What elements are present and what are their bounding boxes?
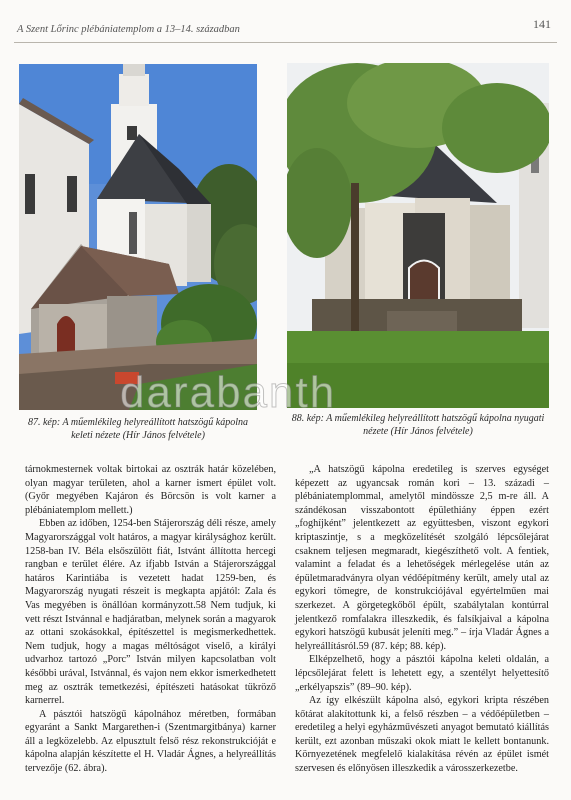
photo-east-view [19,64,257,410]
figure-caption: 87. kép: A műemlékileg helyreállított hatszögű kápolna keleti nézete (Hír János felvétele) [27,417,249,441]
watermark-text: darabanth [120,368,337,417]
paragraph: „A hatszögű kápolna eredetileg is szerves egységet képezett az ugyancsak román kori – 13. századi – plébániatemplommal, amelytől mindössze 2,5 m-re áll. A szándékosan visszabontott épülethiány éppen ezért „foghíjként” jelentkezett az együttesben, viszont egykori kriptaszintje, s a megközelítését szolgáló lépcsőlejárat csaknem teljesen megmaradt, kiegészíthető volt. A fentiek, valamint a feladat és a lehetőségek mérlegelése után az épületmaradványra olyan védőépítmény került, amely utal az egykori tömegre, de konstrukciójával egyértelműen mai szerkezet. A görgetegkőből épült, szabálytalan kontúrral jelentkező romfalakra illeszkedik, és falsíkjaival a kápolna egykori hatszögű kubusát jeleníti meg.” – írja Vladár Ágnes a helyreállításról.59 (87. kép; 88. kép). [295,464,549,652]
paragraph: Elképzelhető, hogy a pásztói kápolna keleti oldalán, a lépcsőlejárat felett is lehetett egy, a szentélyt helyettesítő „erkélyapszis” (89–90. kép). [295,654,549,693]
paragraph: tárnokmesternek voltak birtokai az osztrák határ közelében, olyan magyar területen, ahol a karner ismert épület volt. (Győr megyében Kajáron és Börcsön is volt karner a plébániatemplom mellett.) [25,464,276,516]
figure-caption: 88. kép: A műemlékileg helyreállított hatszögű kápolna nyugati nézete (Hír János felvétele) [291,413,545,437]
paragraph: Ebben az időben, 1254-ben Stájerország déli része, amely Magyarországgal volt határos, a magyar királysághoz került. 1258-ban IV. Béla elsőszülött fiát, Istvánt állította hercegi rangban e terület élére. Az ifjabb István a Stájerországgal határos Karintiába is vezetett hadat 1259-ben, és Magyarország nyugati részeit is megkapta apjától: Zala és Vas megyében is önállóan kormányzott.58 Nem tudjuk, ki vett részt Istvánnal e hadjáratban, melynek során a magyarok az ottani szokásokkal, építészettel is megismerkedhettek. Nem tudjuk, hogy a magas méltóságot viselő, a királyi udvarhoz tartozó „Porc” István milyen kapcsolatban volt későbbi urával, Istvánnal, és vajon nem ekkor ismerkedhetett meg az osztrák temetkezési, építészeti hatásokat tükröző karnerrel. [25,518,276,707]
paragraph: A pásztói hatszögű kápolnához méretben, formában egyaránt a Sankt Margarethen-i (Szentmargitbánya) karner áll a legközelebb. Az elpusztult felső rész rekonstrukcióját e kápolna alapján készítette el H. Vladár Ágnes, a helyreállítás tervezője (62. ábra). [25,708,276,775]
photo-west-view [287,63,549,408]
text-column-right [295,463,549,776]
paragraph: Az így elkészült kápolna alsó, egykori kripta részében kőtárat alakítottunk ki, a felső részben – a védőépületben – eredetileg a helyi egyházművészeti anyagot bemutató kiállítás került, ezt azonban műszaki okok miatt le kellett bontanunk. Környezetének megfelelő kialakítása révén az épület ismét szervesen és előnyösen illeszkedik a városszerkezetbe. [295,695,549,775]
running-header: A Szent Lőrinc plébániatemplom a 13–14. században [17,24,240,35]
text-column-left [25,463,276,776]
page-number: 141 [533,17,551,31]
header-divider [14,42,557,43]
